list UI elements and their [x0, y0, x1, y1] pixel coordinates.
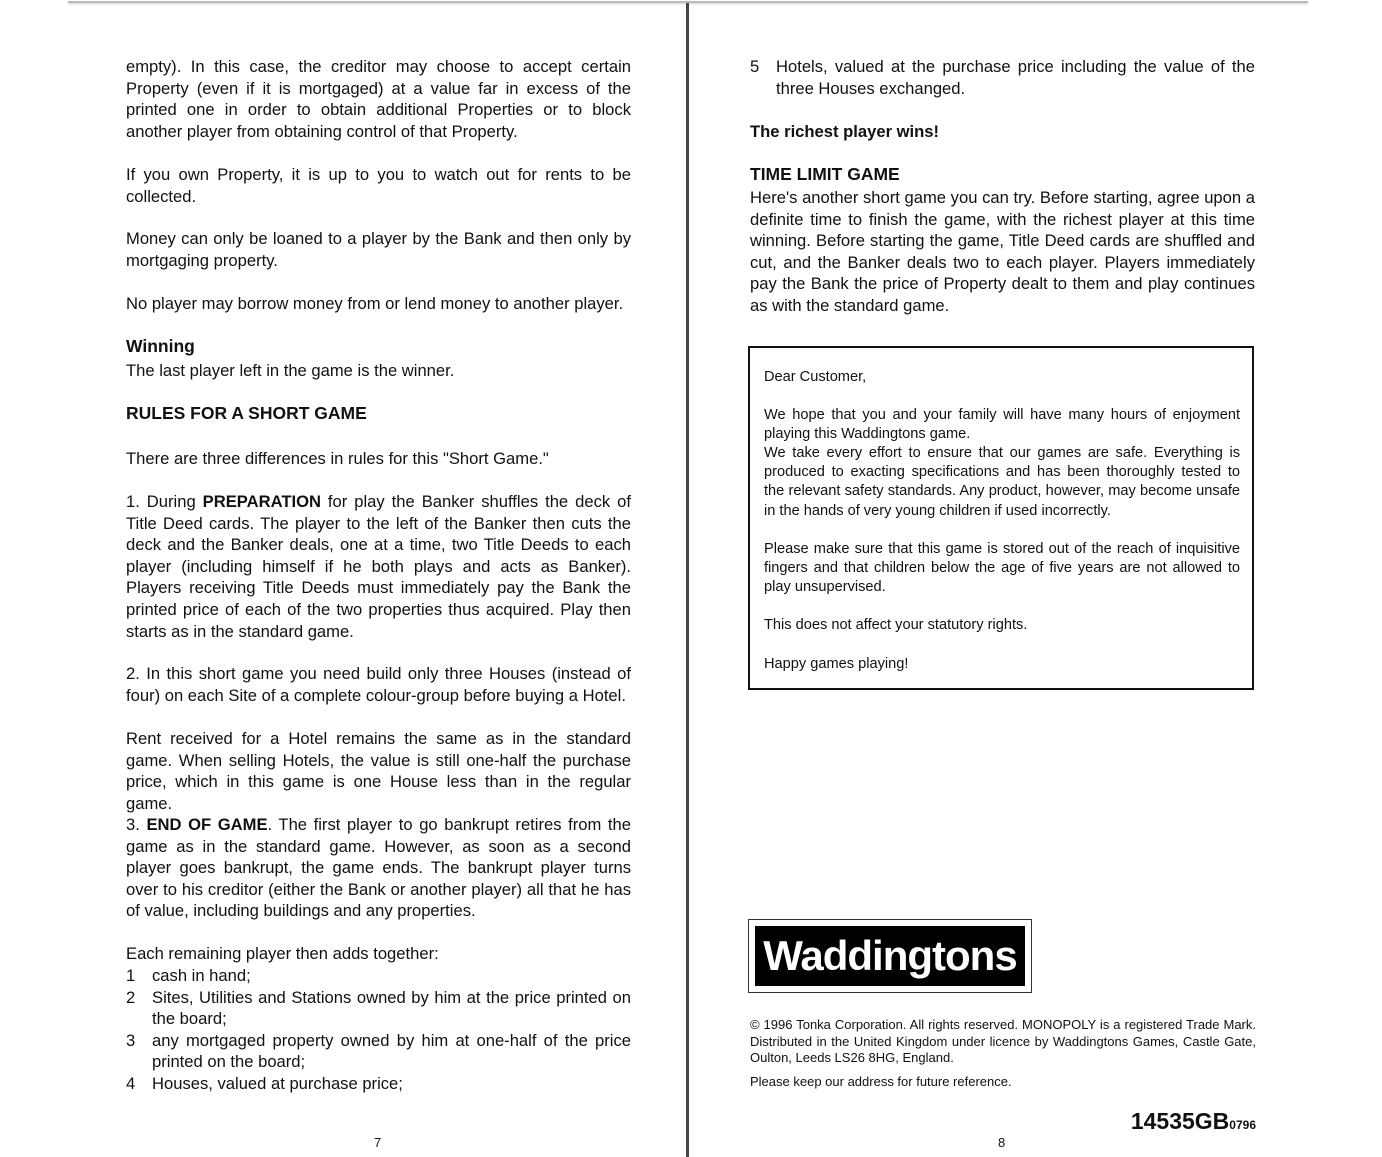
- notice-paragraph: Please make sure that this game is stored out of the reach of inquisitive fingers and that children below the age of five years are not allowed to play unsupervised.: [764, 541, 1240, 596]
- rule-1: [126, 491, 631, 642]
- list-number: 2: [126, 987, 136, 1007]
- waddingtons-logo: [748, 919, 1032, 993]
- product-code-main: 14535GB: [1130, 1108, 1230, 1134]
- paragraph: If you own Property, it is up to you to watch out for rents to be collected.: [126, 165, 631, 206]
- rule-prefix: 3.: [126, 815, 147, 834]
- list-number: 4: [126, 1073, 136, 1093]
- list-text: cash in hand;: [152, 966, 251, 985]
- short-game-intro: There are three differences in rules for this "Short Game.": [126, 449, 549, 468]
- copyright-text: © 1996 Tonka Corporation. All rights reserved. MONOPOLY is a registered Trade Mark. Distributed in the United Kingdom under licence by Waddingtons Games, Castle Gate, Oulton, Leeds LS26 8HG, England.: [750, 1017, 1256, 1066]
- list-item: [126, 1030, 631, 1073]
- page-divider: [686, 3, 689, 1157]
- rule-text: for play the Banker shuffles the deck of Title Deed cards. The player to the left of the Banker then cuts the deck and the Banker deals, one at a time, two Title Deeds to each player (including himself if he both plays and acts as Banker). Players receiving Title Deeds must immediately pay the Bank the printed price of each of the two properties thus acquired. Play then starts as in the standard game.: [126, 492, 631, 641]
- list-text: any mortgaged property owned by him at one-half of the price printed on the board;: [152, 1030, 631, 1072]
- rule-3: [126, 814, 631, 922]
- adds-list-continued: [750, 56, 1255, 99]
- winning-heading: Winning: [126, 336, 195, 356]
- richest-wins: The richest player wins!: [750, 122, 940, 141]
- list-text: Sites, Utilities and Stations owned by him at the price printed on the board;: [152, 987, 631, 1029]
- rule-text: . The first player to go bankrupt retires from the game as in the standard game. However, as soon as a second player goes bankrupt, the game ends. The bankrupt player turns over to his creditor (either the Bank or another player) all that he has of value, including buildings and any properties.: [126, 815, 631, 921]
- notice-paragraph: We hope that you and your family will have many hours of enjoyment playing this Waddingtons game.: [764, 407, 1240, 443]
- rule-2-hotel: Rent received for a Hotel remains the same as in the standard game. When selling Hotels, the value is still one-half the purchase price, which in this game is one House less than in the regular game.: [126, 729, 631, 813]
- notice-greeting: Dear Customer,: [764, 369, 867, 385]
- paragraph: Money can only be loaned to a player by the Bank and then only by mortgaging property.: [126, 229, 631, 270]
- adds-list: [126, 965, 631, 1095]
- product-code-suffix: 0796: [1229, 1118, 1256, 1132]
- list-number: 3: [126, 1030, 136, 1050]
- list-number: 5: [750, 57, 760, 76]
- rule-2: 2. In this short game you need build only three Houses (instead of four) on each Site of a complete colour-group before buying a Hotel.: [126, 664, 631, 705]
- adds-intro: Each remaining player then adds together:: [126, 944, 439, 963]
- notice-signoff: Happy games playing!: [764, 656, 909, 672]
- notice-paragraph: This does not affect your statutory rights.: [764, 617, 1028, 633]
- time-limit-text: Here's another short game you can try. Before starting, agree upon a definite time to finish the game, with the richest player at this time winning. Before starting the game, Title Deed cards are shuffled and cut, and the Banker deals two to each player. Players immediately pay the Bank the price of Property dealt to them and play continues as with the standard game.: [750, 188, 1255, 315]
- list-item: [126, 1073, 631, 1095]
- list-item: [750, 56, 1255, 99]
- rule-keyword: END OF GAME: [146, 815, 268, 834]
- time-limit-heading: TIME LIMIT GAME: [750, 164, 900, 184]
- list-item: [126, 987, 631, 1030]
- winning-text: The last player left in the game is the winner.: [126, 361, 455, 380]
- notice-paragraph: We take every effort to ensure that our games are safe. Everything is produced to exacting specifications and has been thoroughly tested to the relevant safety standards. Any product, however, may become unsafe in the hands of very young children if used incorrectly.: [764, 445, 1240, 519]
- list-number: 1: [126, 966, 136, 985]
- rule-prefix: 1. During: [126, 492, 203, 511]
- keep-address-text: Please keep our address for future reference.: [750, 1074, 1012, 1089]
- page-number-7: 7: [374, 1135, 382, 1150]
- short-game-heading: RULES FOR A SHORT GAME: [126, 403, 367, 423]
- list-text: Houses, valued at purchase price;: [152, 1073, 403, 1093]
- logo-text: Waddingtons: [755, 926, 1025, 986]
- customer-notice-box: [748, 346, 1254, 690]
- page-number-8: 8: [998, 1135, 1006, 1150]
- list-item: [126, 965, 631, 987]
- paragraph: No player may borrow money from or lend money to another player.: [126, 294, 624, 313]
- paragraph: empty). In this case, the creditor may choose to accept certain Property (even if it is mortgaged) at a value far in excess of the printed one in order to obtain additional Properties or to block another player from obtaining control of that Property.: [126, 57, 631, 141]
- rule-keyword: PREPARATION: [202, 492, 321, 511]
- list-text: Hotels, valued at the purchase price including the value of the three Houses exchanged.: [776, 57, 1255, 98]
- product-code: [1131, 1108, 1256, 1135]
